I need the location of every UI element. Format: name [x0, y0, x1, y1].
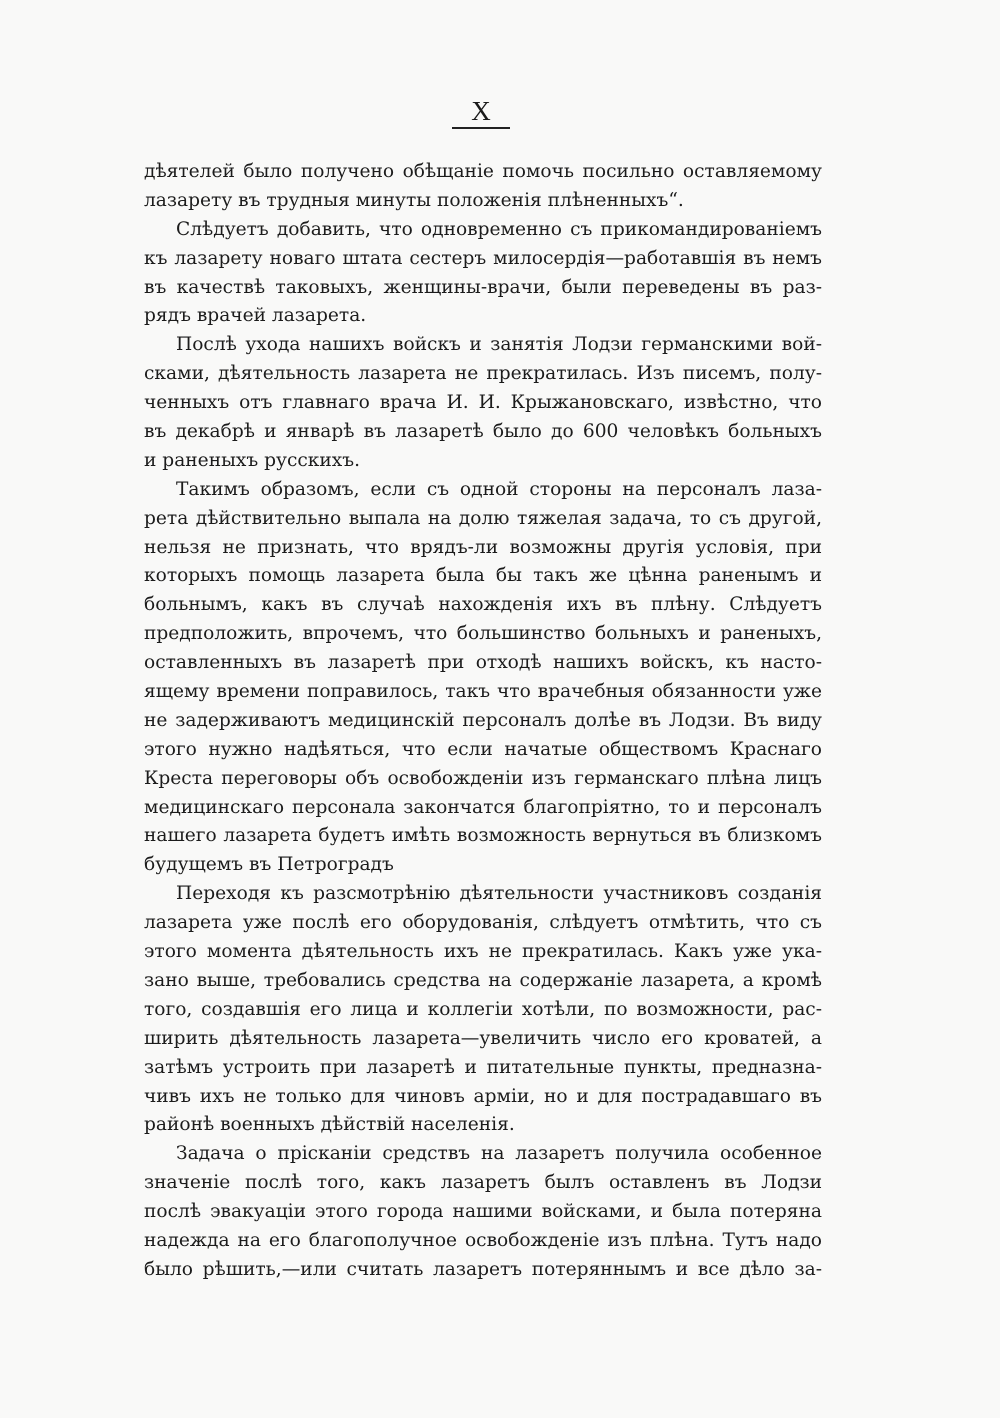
page-number: X [471, 96, 491, 126]
text-line: ящему времени поправилось, такъ что врачебныя обязанности уже [144, 681, 822, 703]
text-line: ченныхъ отъ главнаго врача И. И. Крыжановскаго, извѣстно, что [144, 392, 822, 414]
text-line: оставленныхъ въ лазаретѣ при отходѣ нашихъ войскъ, къ насто- [144, 652, 822, 674]
paragraph [144, 880, 822, 1140]
paragraph [144, 1140, 822, 1284]
text-line: лазарету въ трудныя минуты положенія плѣненныхъ“. [144, 189, 684, 211]
text-line: Переходя къ разсмотрѣнію дѣятельности участниковъ созданія [176, 883, 822, 905]
text-line: зано выше, требовались средства на содержаніе лазарета, а кромѣ [144, 969, 822, 991]
text-line: не задерживаютъ медицинскій персоналъ долѣе въ Лодзи. Въ виду [144, 709, 822, 731]
text-line: рядъ врачей лазарета. [144, 305, 367, 327]
text-line: Такимъ образомъ, если съ одной стороны на персоналъ лаза- [176, 478, 822, 500]
text-line: дѣятелей было получено обѣщаніе помочь посильно оставляемому [144, 161, 822, 182]
text-line: Послѣ ухода нашихъ войскъ и занятія Лодзи германскими вой- [176, 334, 822, 356]
text-line: надежда на его благополучное освобожденіе изъ плѣна. Тутъ надо [144, 1229, 822, 1251]
paragraph [144, 331, 822, 475]
text-line: районѣ военныхъ дѣйствій населенія. [144, 1114, 515, 1136]
body-text [144, 158, 822, 1285]
text-line: того, создавшія его лица и коллегіи хотѣли, по возможности, рас- [144, 998, 822, 1020]
text-line: къ лазарету новаго штата сестеръ милосердія—работавшія въ немъ [144, 247, 822, 269]
text-line: рета дѣйствительно выпала на долю тяжелая задача, то съ другой, [144, 507, 822, 529]
text-line: нельзя не признать, что врядъ-ли возможны другія условія, при [144, 536, 822, 558]
paragraph [144, 216, 822, 332]
text-line: значеніе послѣ того, какъ лазаретъ былъ оставленъ въ Лодзи [144, 1172, 822, 1194]
text-line: этого момента дѣятельность ихъ не прекратилась. Какъ уже ука- [144, 941, 822, 963]
text-line: послѣ эвакуаціи этого города нашими войсками, и была потеряна [144, 1201, 822, 1223]
text-line: будущемъ въ Петроградъ [144, 854, 394, 876]
text-line: Креста переговоры объ освобожденіи изъ германскаго плѣна лицъ [144, 767, 822, 789]
text-line: Слѣдуетъ добавить, что одновременно съ прикомандированіемъ [176, 218, 822, 240]
paragraph [144, 476, 822, 880]
text-line: было рѣшить,—или считать лазаретъ потеряннымъ и все дѣло за- [144, 1258, 822, 1280]
paragraph [144, 158, 822, 216]
text-line: въ декабрѣ и январѣ въ лазаретѣ было до 600 человѣкъ больныхъ [144, 421, 822, 443]
text-line: нашего лазарета будетъ имѣть возможность вернуться въ близкомъ [144, 825, 822, 847]
text-line: чивъ ихъ не только для чиновъ арміи, но и для пострадавшаго въ [144, 1085, 822, 1107]
text-line: больнымъ, какъ въ случаѣ нахожденія ихъ въ плѣну. Слѣдуетъ [144, 594, 822, 616]
text-line: сками, дѣятельность лазарета не прекратилась. Изъ писемъ, полу- [144, 363, 822, 385]
text-line: медицинскаго персонала закончатся благопріятно, то и персоналъ [144, 796, 822, 818]
text-line: ширить дѣятельность лазарета—увеличить число его кроватей, а [144, 1027, 822, 1049]
text-line: предположить, впрочемъ, что большинство больныхъ и раненыхъ, [144, 623, 822, 645]
text-line: и раненыхъ русскихъ. [144, 449, 361, 471]
text-line: которыхъ помощь лазарета была бы такъ же цѣнна раненымъ и [144, 565, 822, 587]
text-line: въ качествѣ таковыхъ, женщины-врачи, были переведены въ раз- [144, 276, 822, 298]
text-line: этого нужно надѣяться, что если начатые обществомъ Краснаго [144, 738, 822, 760]
text-line: Задача о прісканіи средствъ на лазаретъ получила особенное [176, 1143, 822, 1165]
text-line: затѣмъ устроить при лазаретѣ и питательные пункты, предназна- [144, 1056, 822, 1078]
page-number-underline [452, 127, 510, 129]
text-line: лазарета уже послѣ его оборудованія, слѣдуетъ отмѣтить, что съ [144, 912, 822, 934]
